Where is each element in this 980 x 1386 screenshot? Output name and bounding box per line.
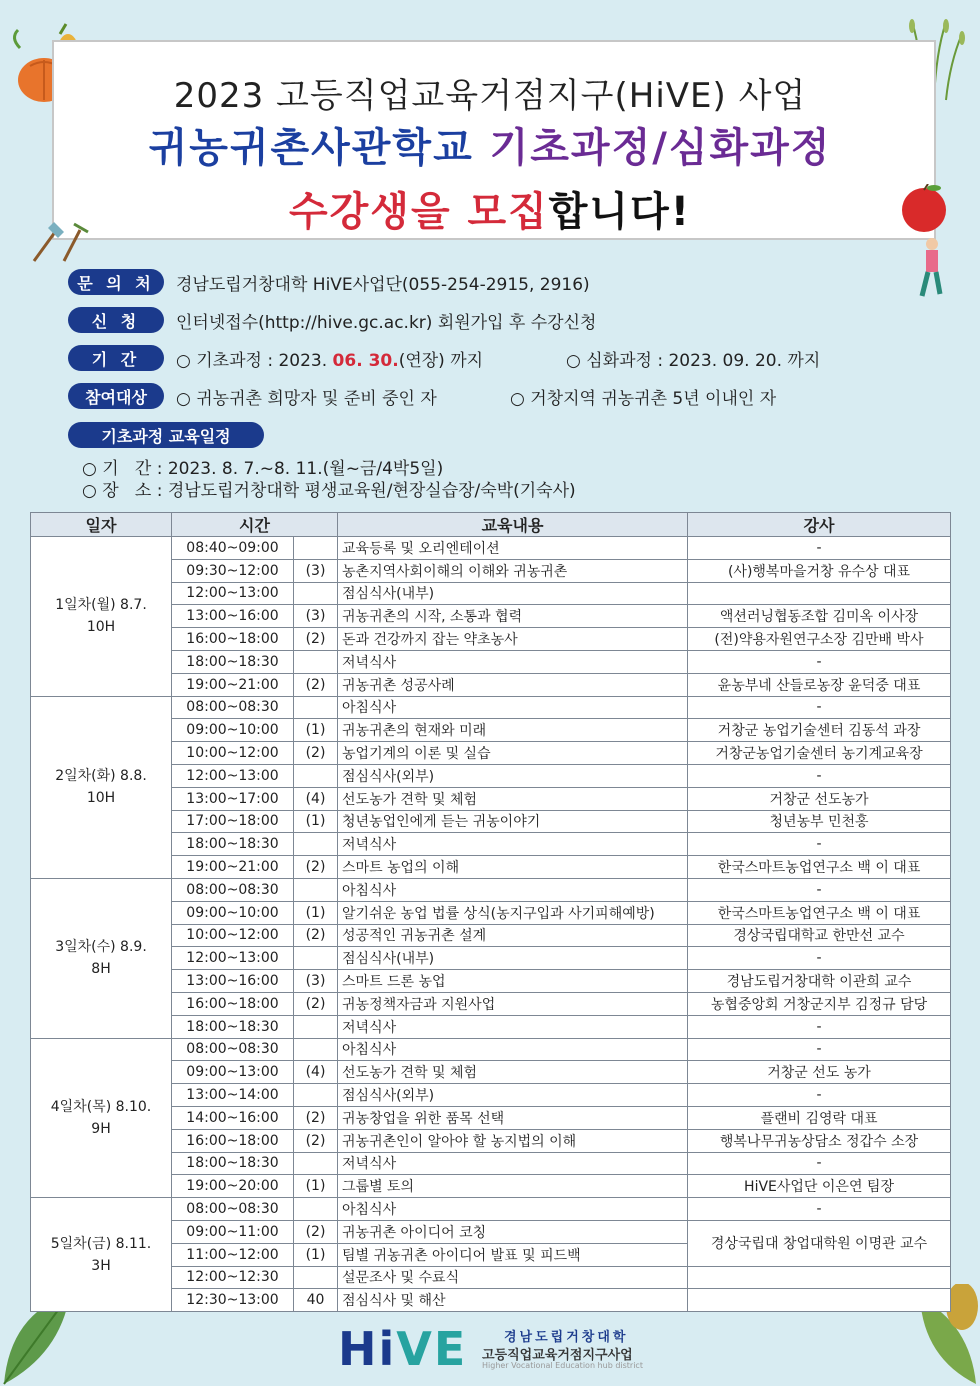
lecturer-cell: 행복나무귀농상담소 정갑수 소장 (688, 1129, 951, 1152)
target-row (68, 382, 777, 410)
lecturer-cell (688, 582, 951, 605)
target-2: ○ 거창지역 귀농귀촌 5년 이내인 자 (510, 388, 777, 409)
lecturer-cell: - (688, 537, 951, 560)
lecturer-cell: 거창군농업기술센터 농기계교육장 (688, 742, 951, 765)
content-cell: 농촌지역사회이해의 이해와 귀농귀촌 (338, 559, 688, 582)
hours-cell: (2) (294, 924, 338, 947)
content-cell: 청년농업인에게 듣는 귀농이야기 (338, 810, 688, 833)
time-cell: 08:00~08:30 (172, 696, 294, 719)
lecturer-cell: 거창군 선도 농가 (688, 1061, 951, 1084)
lecturer-cell: - (688, 878, 951, 901)
header-date: 일자 (31, 513, 172, 537)
title-ending: 합니다! (548, 189, 691, 235)
time-cell: 19:00~20:00 (172, 1175, 294, 1198)
hours-cell (294, 833, 338, 856)
lecturer-cell: 한국스마트농업연구소 백 이 대표 (688, 856, 951, 879)
lecturer-cell: 윤농부네 산들로농장 윤덕중 대표 (688, 673, 951, 696)
hours-cell: (4) (294, 787, 338, 810)
header-content: 교육내용 (338, 513, 688, 537)
lecturer-cell: 거창군 농업기술센터 김동석 과장 (688, 719, 951, 742)
footer-university: 경남도립거창대학 (504, 1330, 629, 1345)
time-cell: 17:00~18:00 (172, 810, 294, 833)
day-cell (31, 1038, 172, 1198)
time-cell: 19:00~21:00 (172, 673, 294, 696)
day-hours: 8H (91, 961, 111, 978)
table-row (31, 1198, 951, 1221)
lecturer-cell: - (688, 1084, 951, 1107)
schedule-place: ○ 장 소 : 경남도립거창대학 평생교육원/현장실습장/숙박(기숙사) (82, 481, 576, 501)
time-cell: 09:00~10:00 (172, 719, 294, 742)
apply-text: 인터넷접수(http://hive.gc.ac.kr) 회원가입 후 수강신청 (176, 312, 597, 333)
content-cell: 교육등록 및 오리엔테이션 (338, 537, 688, 560)
content-cell: 저녁식사 (338, 650, 688, 673)
content-cell: 아침식사 (338, 878, 688, 901)
time-cell: 09:30~12:00 (172, 559, 294, 582)
day-hours: 10H (86, 619, 116, 636)
title-recruit: 수강생을 모집 (289, 189, 549, 235)
content-cell: 점심식사(내부) (338, 947, 688, 970)
lecturer-cell: (사)행복마을거창 유수상 대표 (688, 559, 951, 582)
period-basic: ○ 기초과정 : 2023. 06. 30.(연장) 까지 (176, 350, 484, 371)
time-cell: 16:00~18:00 (172, 628, 294, 651)
header-lecturer: 강사 (688, 513, 951, 537)
page-title-line3 (0, 180, 980, 237)
time-cell: 12:00~13:00 (172, 947, 294, 970)
content-cell: 귀농창업을 위한 품목 선택 (338, 1106, 688, 1129)
time-cell: 11:00~12:00 (172, 1243, 294, 1266)
apply-label: 신 청 (68, 307, 164, 333)
hours-cell (294, 1015, 338, 1038)
table-row (31, 696, 951, 719)
hours-cell: (1) (294, 1175, 338, 1198)
content-cell: 점심식사(내부) (338, 582, 688, 605)
hours-cell: 40 (294, 1289, 338, 1312)
hours-cell (294, 582, 338, 605)
time-cell: 08:40~09:00 (172, 537, 294, 560)
lecturer-cell: 플랜비 김영락 대표 (688, 1106, 951, 1129)
content-cell: 성공적인 귀농귀촌 설계 (338, 924, 688, 947)
lecturer-cell: - (688, 947, 951, 970)
lecturer-cell: 경상국립대 창업대학원 이명관 교수 (688, 1220, 951, 1266)
hours-cell: (3) (294, 970, 338, 993)
hours-cell (294, 650, 338, 673)
day-label: 4일차(목) 8.10. (50, 1098, 152, 1115)
lecturer-cell: 농협중앙회 거창군지부 김정규 담당 (688, 992, 951, 1015)
day-label: 3일차(수) 8.9. (55, 939, 147, 956)
time-cell: 18:00~18:30 (172, 650, 294, 673)
time-cell: 08:00~08:30 (172, 878, 294, 901)
lecturer-cell: 경상국립대학교 한만선 교수 (688, 924, 951, 947)
hours-cell (294, 1084, 338, 1107)
content-cell: 아침식사 (338, 1198, 688, 1221)
time-cell: 10:00~12:00 (172, 924, 294, 947)
hours-cell: (1) (294, 1243, 338, 1266)
lecturer-cell: - (688, 650, 951, 673)
lecturer-cell (688, 1266, 951, 1289)
content-cell: 점심식사(외부) (338, 1084, 688, 1107)
day-hours: 3H (91, 1257, 111, 1274)
hours-cell: (2) (294, 1129, 338, 1152)
lecturer-cell (688, 1289, 951, 1312)
lecturer-cell: 청년농부 민천홍 (688, 810, 951, 833)
day-label: 5일차(금) 8.11. (50, 1235, 152, 1252)
content-cell: 귀농귀촌의 현재와 미래 (338, 719, 688, 742)
header-time: 시간 (172, 513, 338, 537)
target-1: ○ 귀농귀촌 희망자 및 준비 중인 자 (176, 388, 437, 409)
time-cell: 18:00~18:30 (172, 833, 294, 856)
lecturer-cell: - (688, 764, 951, 787)
content-cell: 팀별 귀농귀촌 아이디어 발표 및 피드백 (338, 1243, 688, 1266)
hours-cell: (1) (294, 719, 338, 742)
table-header-row (31, 513, 951, 537)
period-label: 기 간 (68, 345, 164, 371)
day-label: 1일차(월) 8.7. (55, 597, 147, 614)
lecturer-cell: - (688, 1198, 951, 1221)
lecturer-cell: (전)약용자원연구소장 김만배 박사 (688, 628, 951, 651)
page-title-line2 (0, 116, 980, 173)
hive-logo: HiVE (338, 1322, 468, 1376)
time-cell: 14:00~16:00 (172, 1106, 294, 1129)
page-title-line1: 2023 고등직업교육거점지구(HiVE) 사업 (173, 76, 807, 116)
content-cell: 점심식사 및 해산 (338, 1289, 688, 1312)
hours-cell (294, 1152, 338, 1175)
content-cell: 저녁식사 (338, 833, 688, 856)
day-hours: 9H (91, 1120, 111, 1137)
lecturer-cell: HiVE사업단 이은연 팀장 (688, 1175, 951, 1198)
content-cell: 선도농가 견학 및 체험 (338, 787, 688, 810)
day-label: 2일차(화) 8.8. (55, 768, 147, 785)
content-cell: 농업기계의 이론 및 실습 (338, 742, 688, 765)
footer-project: 고등직업교육거점지구사업 (482, 1348, 633, 1363)
time-cell: 08:00~08:30 (172, 1038, 294, 1061)
content-cell: 저녁식사 (338, 1152, 688, 1175)
content-cell: 귀농귀촌의 시작, 소통과 협력 (338, 605, 688, 628)
day-cell (31, 537, 172, 697)
table-row (31, 1038, 951, 1061)
time-cell: 16:00~18:00 (172, 1129, 294, 1152)
time-cell: 13:00~16:00 (172, 605, 294, 628)
lecturer-cell: - (688, 833, 951, 856)
day-cell (31, 878, 172, 1038)
content-cell: 귀농귀촌 성공사례 (338, 673, 688, 696)
hours-cell: (3) (294, 559, 338, 582)
time-cell: 18:00~18:30 (172, 1015, 294, 1038)
content-cell: 그룹별 토의 (338, 1175, 688, 1198)
schedule-period: ○ 기 간 : 2023. 8. 7.~8. 11.(월~금/4박5일) (82, 459, 444, 479)
time-cell: 13:00~17:00 (172, 787, 294, 810)
lecturer-cell: 거창군 선도농가 (688, 787, 951, 810)
title-school-name: 귀농귀촌사관학교 (148, 125, 474, 171)
schedule-label: 기초과정 교육일정 (68, 422, 264, 448)
time-cell: 08:00~08:30 (172, 1198, 294, 1221)
time-cell: 13:00~14:00 (172, 1084, 294, 1107)
hours-cell (294, 878, 338, 901)
day-hours: 10H (86, 790, 116, 807)
content-cell: 선도농가 견학 및 체험 (338, 1061, 688, 1084)
time-cell: 19:00~21:00 (172, 856, 294, 879)
period-row (68, 344, 821, 372)
content-cell: 귀농귀촌 아이디어 코칭 (338, 1220, 688, 1243)
time-cell: 09:00~10:00 (172, 901, 294, 924)
hours-cell (294, 1038, 338, 1061)
footer-english: Higher Vocational Education hub district (482, 1361, 643, 1370)
content-cell: 스마트 농업의 이해 (338, 856, 688, 879)
table-row (31, 537, 951, 560)
hours-cell (294, 696, 338, 719)
lecturer-cell: - (688, 1015, 951, 1038)
hours-cell (294, 537, 338, 560)
hours-cell (294, 947, 338, 970)
hours-cell: (4) (294, 1061, 338, 1084)
hours-cell: (1) (294, 810, 338, 833)
time-cell: 13:00~16:00 (172, 970, 294, 993)
time-cell: 16:00~18:00 (172, 992, 294, 1015)
content-cell: 저녁식사 (338, 1015, 688, 1038)
lecturer-cell: 한국스마트농업연구소 백 이 대표 (688, 901, 951, 924)
content-cell: 점심식사(외부) (338, 764, 688, 787)
table-row (31, 878, 951, 901)
target-label: 참여대상 (68, 383, 164, 409)
hours-cell: (2) (294, 628, 338, 651)
content-cell: 아침식사 (338, 696, 688, 719)
contact-row (68, 268, 590, 296)
hours-cell (294, 1198, 338, 1221)
day-cell (31, 696, 172, 878)
hours-cell: (2) (294, 856, 338, 879)
hours-cell: (2) (294, 673, 338, 696)
apply-row (68, 306, 596, 334)
time-cell: 09:00~13:00 (172, 1061, 294, 1084)
hours-cell: (1) (294, 901, 338, 924)
hours-cell: (3) (294, 605, 338, 628)
time-cell: 12:00~13:00 (172, 764, 294, 787)
time-cell: 09:00~11:00 (172, 1220, 294, 1243)
contact-label: 문 의 처 (68, 269, 164, 295)
period-basic-date: 06. 30. (332, 350, 399, 371)
time-cell: 12:00~13:00 (172, 582, 294, 605)
period-advanced: ○ 심화과정 : 2023. 09. 20. 까지 (566, 350, 821, 371)
time-cell: 10:00~12:00 (172, 742, 294, 765)
hours-cell: (2) (294, 1220, 338, 1243)
contact-text: 경남도립거창대학 HiVE사업단(055-254-2915, 2916) (176, 274, 590, 295)
time-cell: 12:30~13:00 (172, 1289, 294, 1312)
lecturer-cell: - (688, 696, 951, 719)
lecturer-cell: 액션러닝협동조합 김미옥 이사장 (688, 605, 951, 628)
hours-cell: (2) (294, 992, 338, 1015)
hours-cell: (2) (294, 1106, 338, 1129)
content-cell: 알기쉬운 농업 법률 상식(농지구입과 사기피해예방) (338, 901, 688, 924)
content-cell: 귀농귀촌인이 알아야 할 농지법의 이해 (338, 1129, 688, 1152)
content-cell: 아침식사 (338, 1038, 688, 1061)
lecturer-cell: - (688, 1038, 951, 1061)
hours-cell (294, 1266, 338, 1289)
title-course-names: 기초과정/심화과정 (489, 125, 832, 171)
content-cell: 돈과 건강까지 잡는 약초농사 (338, 628, 688, 651)
hours-cell: (2) (294, 742, 338, 765)
lecturer-cell: - (688, 1152, 951, 1175)
time-cell: 18:00~18:30 (172, 1152, 294, 1175)
content-cell: 설문조사 및 수료식 (338, 1266, 688, 1289)
time-cell: 12:00~12:30 (172, 1266, 294, 1289)
content-cell: 귀농정책자금과 지원사업 (338, 992, 688, 1015)
schedule-table (30, 512, 951, 1312)
day-cell (31, 1198, 172, 1312)
content-cell: 스마트 드론 농업 (338, 970, 688, 993)
hours-cell (294, 764, 338, 787)
lecturer-cell: 경남도립거창대학 이관희 교수 (688, 970, 951, 993)
